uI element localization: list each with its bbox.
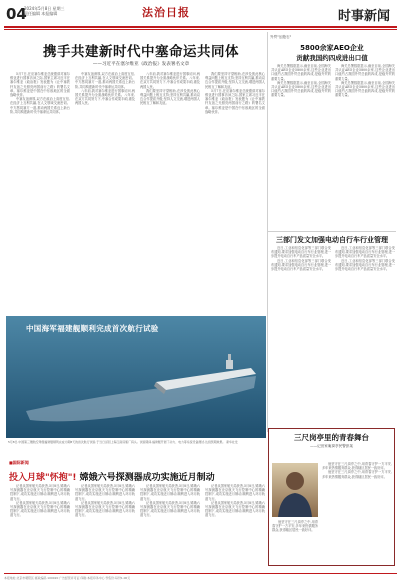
feature-column-left: 他坚守在三尺岗亭之中,用青春守护一方平安,多年来热情服务群众,获得辖区居民一致好评。	[272, 520, 318, 533]
sidebar-column-2: 海关总署数据显示,截至目前,全国海关共认证AEO企业5800余家,这些企业进出口值约占我国外贸总值的四成,是稳外贸的重要力量。 海关总署数据显示,截至目前,全国海关共认证AEO企业5800余家,这些企业进出口值约占我国外贸总值的四成,是稳外贸的重要力量。	[335, 64, 395, 98]
sidebar-subtitle: 贡献我国约四成进出口值	[296, 54, 368, 62]
bottom-headline	[9, 470, 215, 483]
lead-column-3: 八年前,我对塞尔维亚进行国事访问,两国关系提升为全面战略伙伴关系。八年来,在双方共同努力下,中塞合作成果丰硕,惠及两国人民。 我们要坚持守望相助,在涉及彼此核心利益问题上相互支持;坚持互利共赢,推动双边合作提质升级;坚持人文交流,增进两国人民相互了解和友谊。	[140, 72, 200, 106]
header-rule	[4, 26, 397, 28]
page-number: 04	[6, 5, 27, 23]
feature-column-right: 他坚守在三尺岗亭之中,用青春守护一方平安,多年来热情服务群众,获得辖区居民一致好评。 他坚守在三尺岗亭之中,用青春守护一方平安,多年来热情服务群众,获得辖区居民一致好评。	[322, 462, 392, 479]
feature-portrait	[272, 463, 318, 517]
sidebar-divider	[268, 231, 396, 232]
lead-headline: 携手共建新时代中塞命运共同体	[43, 44, 239, 60]
sidebar-column-1: 海关总署数据显示,截至目前,全国海关共认证AEO企业5800余家,这些企业进出口值约占我国外贸总值的四成,是稳外贸的重要力量。 海关总署数据显示,截至目前,全国海关共认证AEO企业5800余家,这些企业进出口值约占我国外贸总值的四成,是稳外贸的重要力量。	[271, 64, 331, 98]
column-divider	[267, 32, 268, 432]
bottom-headline-black: 嫦娥六号探测器成功实施近月制动	[79, 473, 215, 483]
boxed-column-2: 近日,工业和信息化部等三部门联合发布通知,要求加强电动自行车行业管理,进一步提升电动自行车产品质量安全水平。 近日,工业和信息化部等三部门联合发布通知,要求加强电动自行车行业管理,进一步提升电动自行车产品质量安全水平。	[335, 246, 395, 272]
carrier-illustration	[6, 316, 266, 438]
bottom-column-4: 记者从国家航天局获悉,5月8日,嫦娥六号探测器在北京航天飞行控制中心的精确控制下,成功实施近月制动,顺利进入环月轨道飞行。 记者从国家航天局获悉,5月8日,嫦娥六号探测器在北京航天飞行控制中心的精确控制下,成功实施近月制动,顺利进入环月轨道飞行。	[205, 484, 265, 518]
photo-caption: 5月8日,中国第三艘航空母舰福建舰顺利完成为期8天的首次航行试验,于当日返回上海江南造船厂码头。试验期间,福建舰开展了动力、电力等系统设备测试,达到预期效果。 新华社发	[8, 440, 238, 444]
newspaper-logo: 法治日报	[142, 6, 190, 19]
bottom-column-3: 记者从国家航天局获悉,5月8日,嫦娥六号探测器在北京航天飞行控制中心的精确控制下,成功实施近月制动,顺利进入环月轨道飞行。 记者从国家航天局获悉,5月8日,嫦娥六号探测器在北京航天飞行控制中心的精确控制下,成功实施近月制动,顺利进入环月轨道飞行。	[140, 484, 200, 518]
issue-date: 2024年5月8日 星期三	[24, 6, 65, 11]
page-footer: 本报地址:北京市朝阳区 邮政编码 100020 广告经营许可证 印刷:本报印务中心 零售价:每份1.00元	[4, 573, 397, 580]
carrier-photo	[6, 316, 266, 438]
bottom-column-1: 记者从国家航天局获悉,5月8日,嫦娥六号探测器在北京航天飞行控制中心的精确控制下,成功实施近月制动,顺利进入环月轨道飞行。 记者从国家航天局获悉,5月8日,嫦娥六号探测器在北京航天飞行控制中心的精确控制下,成功实施近月制动,顺利进入环月轨道飞行。	[10, 484, 70, 518]
section-title: 时事新闻	[338, 9, 391, 24]
bottom-headline-red: 投入月球"怀抱"!	[9, 473, 77, 483]
photo-title: 中国海军福建舰顺利完成首次航行试验	[26, 324, 159, 333]
header-rule-thin	[4, 29, 397, 30]
lead-column-1: 5月7日,在应塞尔维亚总统邀请对塞尔维亚进行国事访问之际,国家主席习近平在塞尔维亚《政治报》发表题为《让中塞铁杆友谊之光照亮两国前行之路》的署名文章。塞尔维亚是中国在中东欧地区的全面战略伙伴。 中塞友谊深厚,双方在政治上高度互信,在经济上互利共赢,在人文领域交流密切。中方愿同塞方一道,推动两国关系迈上新台阶,共同构建新时代中塞命运共同体。	[10, 72, 70, 114]
bottom-column-2: 记者从国家航天局获悉,5月8日,嫦娥六号探测器在北京航天飞行控制中心的精确控制下,成功实施近月制动,顺利进入环月轨道飞行。 记者从国家航天局获悉,5月8日,嫦娥六号探测器在北京航天飞行控制中心的精确控制下,成功实施近月制动,顺利进入环月轨道飞行。	[75, 484, 135, 518]
boxed-article-title: 三部门发文加强电动自行车行业管理	[276, 236, 388, 244]
boxed-column-1: 近日,工业和信息化部等三部门联合发布通知,要求加强电动自行车行业管理,进一步提升电动自行车产品质量安全水平。 近日,工业和信息化部等三部门联合发布通知,要求加强电动自行车行业管理,进一步提升电动自行车产品质量安全水平。	[271, 246, 331, 272]
sidebar-title: 5800余家AEO企业	[300, 44, 364, 52]
issue-editor: 责任编辑 本报编辑	[24, 11, 58, 16]
lead-column-4: 我们要坚持守望相助,在涉及彼此核心利益问题上相互支持;坚持互利共赢,推动双边合作提质升级;坚持人文交流,增进两国人民相互了解和友谊。 5月7日,在应塞尔维亚总统邀请对塞尔维亚进行国事访问之际,国家主席习近平在塞尔维亚《政治报》发表题为《让中塞铁杆友谊之光照亮两国前行之路》的署名文章。塞尔维亚是中国在中东欧地区的全面战略伙伴。	[205, 72, 265, 114]
bottom-section-tag: ■国际新闻	[9, 460, 29, 465]
person-icon	[272, 463, 318, 517]
feature-subtitle: ——记田家庵岗亭民警彭某	[309, 444, 354, 448]
lead-column-2: 中塞友谊深厚,双方在政治上高度互信,在经济上互利共赢,在人文领域交流密切。中方愿同塞方一道,推动两国关系迈上新台阶,共同构建新时代中塞命运共同体。 八年前,我对塞尔维亚进行国事访问,两国关系提升为全面战略伙伴关系。八年来,在双方共同努力下,中塞合作成果丰硕,惠及两国人民。	[75, 72, 135, 106]
feature-title: 三尺岗亭里的青春舞台	[294, 433, 369, 442]
sidebar-kicker: 外贸"压舱石"	[270, 35, 292, 39]
issue-meta	[24, 6, 84, 16]
lead-subhead: ——习近平在塞尔维亚《政治报》发表署名文章	[92, 62, 190, 67]
